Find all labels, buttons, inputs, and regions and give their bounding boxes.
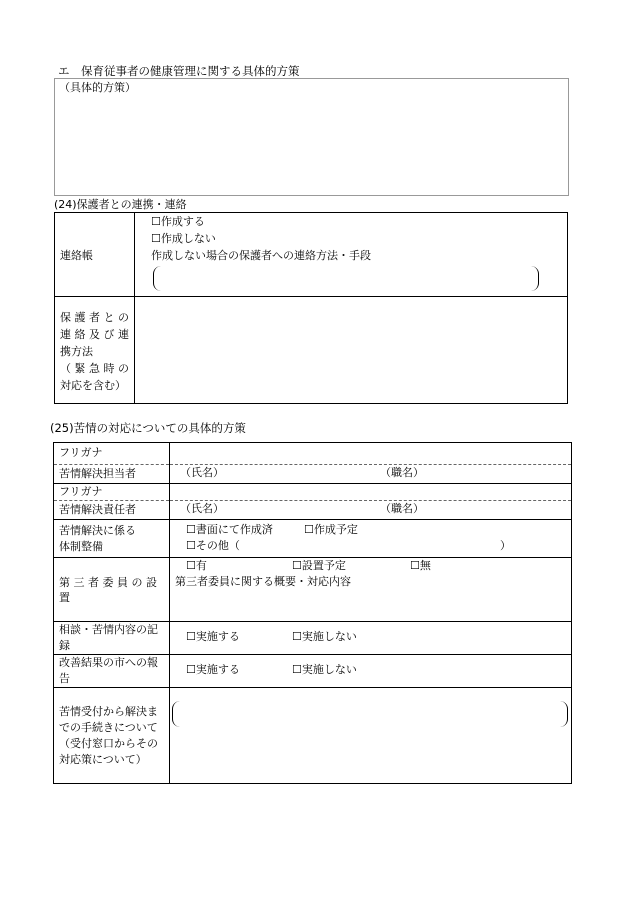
record-options-cell — [170, 621, 572, 654]
opt-yes[interactable] — [186, 558, 207, 574]
furigana-label-cell-2 — [54, 484, 170, 501]
person-input[interactable] — [170, 465, 572, 484]
procedure-label-line: での手続きについて — [59, 720, 158, 734]
renraku-label: 連絡帳 — [60, 248, 93, 262]
opt-yes-label: 有 — [195, 558, 207, 572]
checkbox-icon — [410, 559, 420, 572]
section-24-heading: (24)保護者との連携・連絡 — [54, 198, 187, 211]
report-opt-implement[interactable] — [186, 662, 240, 678]
method-label — [55, 307, 134, 394]
checkbox-icon — [304, 523, 314, 536]
person-label-cell — [54, 465, 170, 484]
record-opt-implement[interactable] — [186, 629, 240, 645]
procedure-cell — [170, 687, 572, 783]
specific-measures-box[interactable] — [54, 78, 569, 196]
furigana-label: フリガナ — [59, 485, 103, 498]
alt-contact-text: 作成しない場合の保護者への連絡方法・手段 — [151, 249, 371, 262]
method-label-line: （ 緊 急 時 の — [60, 361, 129, 375]
checkbox-icon — [292, 559, 302, 572]
system-label-line: 苦情解決に係る — [59, 523, 136, 537]
opt-create-label: 作成する — [160, 215, 205, 228]
report-label: 改善結果の市への報告 — [59, 655, 158, 685]
third-party-text: 第三者委員に関する概要・対応内容 — [175, 574, 351, 588]
title-field-label: （職名） — [380, 466, 424, 479]
third-party-label: 第 三 者 委 員 の 設 置 — [59, 575, 157, 605]
method-input-cell[interactable] — [135, 297, 568, 404]
complaint-table — [53, 442, 572, 784]
third-party-cell — [170, 557, 572, 621]
record-label: 相談・苦情内容の記録 — [59, 622, 158, 652]
procedure-label-line: 対応策について） — [59, 752, 147, 766]
procedure-label-cell — [54, 687, 170, 783]
system-label-line: 体制整備 — [59, 539, 103, 553]
report-options-cell — [170, 654, 572, 687]
name-field-label: （氏名） — [180, 501, 224, 515]
parent-contact-table — [54, 212, 568, 404]
checkbox-icon — [186, 559, 196, 572]
section-e-heading: エ 保育従事者の健康管理に関する具体的方策 — [58, 64, 300, 78]
procedure-label-line: （受付窓口からその — [59, 736, 158, 750]
checkbox-icon — [186, 523, 196, 536]
opt-not-create-label: 作成しない — [160, 232, 216, 245]
opt-written-label: 書面にて作成済 — [195, 522, 273, 536]
method-label-line: 連 絡 及 び 連 — [60, 327, 129, 341]
method-label-line: 対応を含む） — [60, 378, 126, 392]
procedure-input[interactable] — [172, 701, 568, 727]
report-opt-not-implement[interactable] — [292, 662, 357, 678]
record-not-implement-label: 実施しない — [301, 629, 357, 643]
opt-setup-planned[interactable] — [292, 558, 346, 574]
method-label-line: 保 護 者 と の — [60, 310, 129, 324]
renraku-options-cell — [135, 213, 568, 297]
opt-not-create[interactable] — [151, 231, 216, 247]
renraku-label-cell — [55, 213, 135, 297]
checkbox-icon — [186, 630, 196, 643]
report-label-cell — [54, 654, 170, 687]
report-not-implement-label: 実施しない — [301, 662, 357, 676]
opt-none-label: 無 — [419, 558, 431, 572]
opt-other-label: その他（ — [195, 538, 240, 552]
section-25-heading: (25)苦情の対応についての具体的方策 — [50, 421, 246, 435]
opt-other[interactable] — [186, 538, 240, 554]
specific-measures-label: （具体的方策） — [59, 81, 136, 94]
person-label: 苦情解決担当者 — [59, 467, 136, 480]
report-implement-label: 実施する — [195, 662, 240, 676]
opt-none[interactable] — [410, 558, 431, 574]
checkbox-icon — [292, 663, 302, 676]
checkbox-icon — [186, 539, 196, 552]
third-party-label-cell — [54, 557, 170, 621]
method-label-cell — [55, 297, 135, 404]
record-opt-not-implement[interactable] — [292, 629, 357, 645]
checkbox-icon — [151, 215, 161, 228]
alt-contact-input[interactable] — [153, 266, 539, 291]
opt-create[interactable] — [151, 214, 205, 230]
responsible-label-cell — [54, 500, 170, 519]
procedure-label-line: 苦情受付から解決ま — [59, 704, 158, 718]
title-field-label: （職名） — [380, 501, 424, 515]
opt-planned[interactable] — [304, 522, 358, 538]
checkbox-icon — [186, 663, 196, 676]
furigana-input-2[interactable] — [170, 484, 572, 501]
record-implement-label: 実施する — [195, 629, 240, 643]
checkbox-icon — [151, 232, 161, 245]
opt-setup-planned-label: 設置予定 — [301, 558, 346, 572]
system-options-cell — [170, 519, 572, 557]
record-label-cell — [54, 621, 170, 654]
responsible-label: 苦情解決責任者 — [59, 502, 136, 516]
furigana-label: フリガナ — [59, 446, 103, 459]
furigana-input-1[interactable] — [170, 443, 572, 465]
name-field-label: （氏名） — [180, 466, 224, 479]
checkbox-icon — [292, 630, 302, 643]
method-label-line: 携方法 — [60, 344, 93, 358]
close-paren: ） — [500, 538, 511, 552]
system-label-cell — [54, 519, 170, 557]
opt-planned-label: 作成予定 — [313, 522, 358, 536]
responsible-input[interactable] — [170, 500, 572, 519]
furigana-label-cell-1 — [54, 443, 170, 465]
opt-written[interactable] — [186, 522, 273, 538]
